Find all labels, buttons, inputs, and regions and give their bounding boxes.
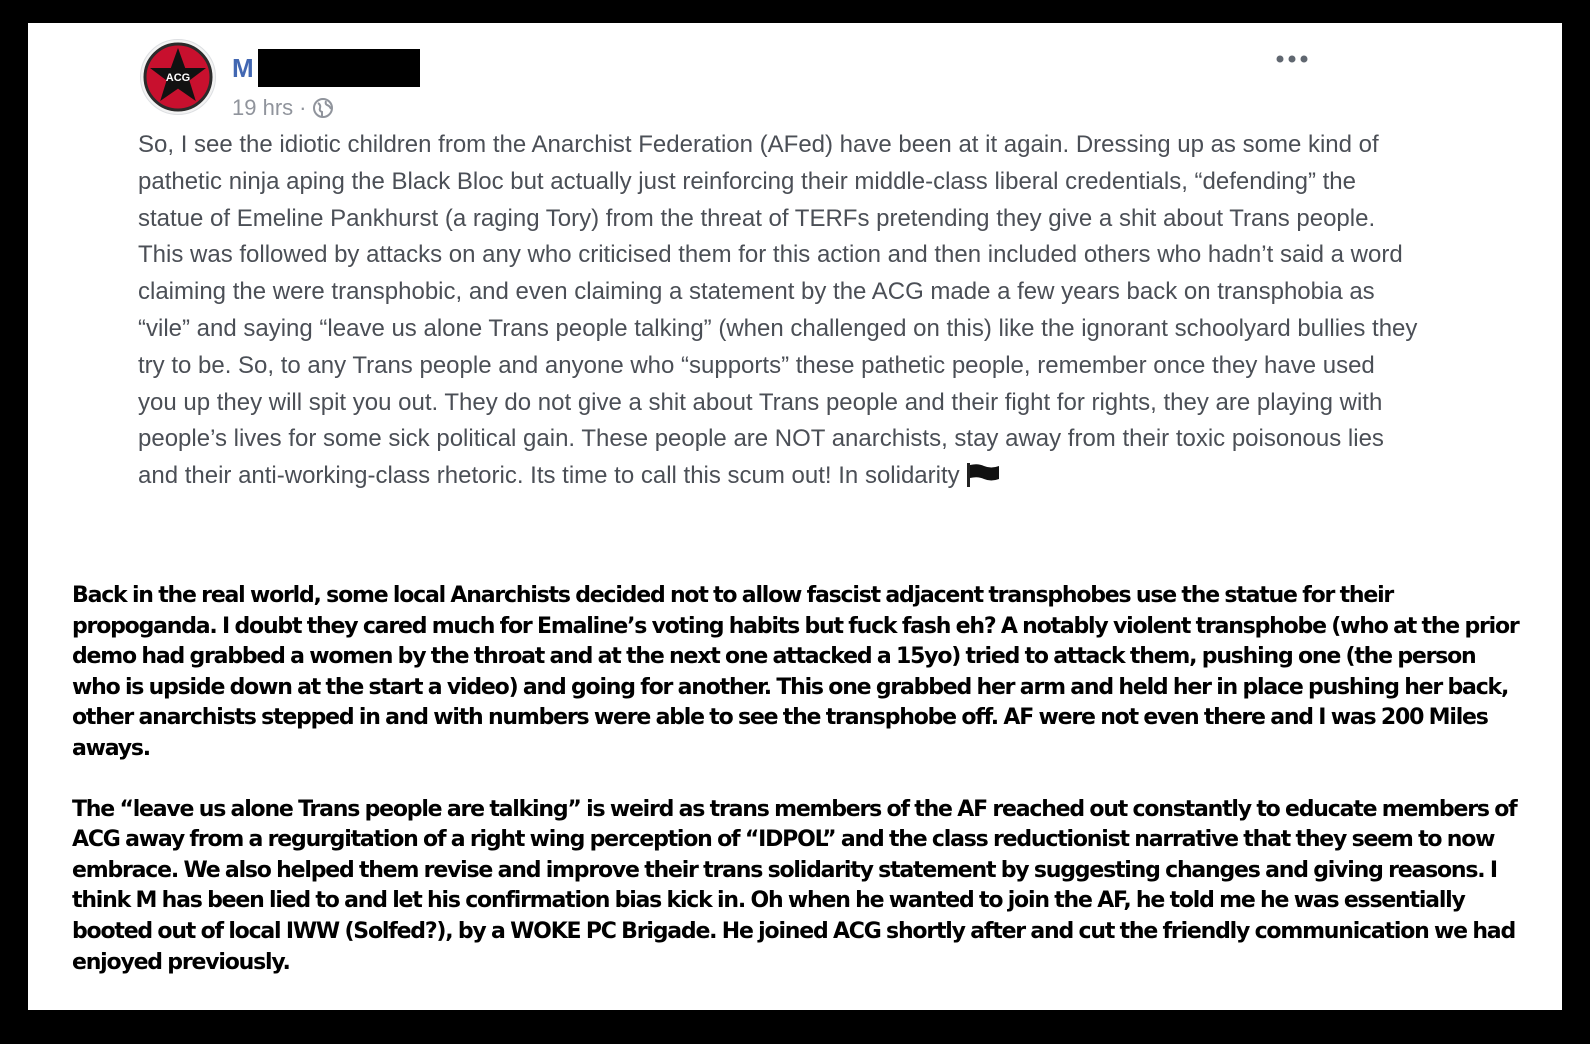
- commentary: [72, 581, 1522, 978]
- redaction-bar: [258, 49, 420, 87]
- screenshot-card: [28, 23, 1562, 1010]
- more-options-icon[interactable]: [1272, 49, 1312, 69]
- commentary-paragraph-1: Back in the real world, some local Anarchists decided not to allow fascist adjacent transphobes use the statue for their propoganda. I doubt they cared much for Emaline’s voting habits but fuck fash eh? A notably violent transphobe (who at the prior demo had grabbed a women by the throat and at the next one attacked a 15yo) tried to attack them, pushing one (the person who is upside down at the start a video) and going for another. This one grabbed her arm and held her in place pushing her back, other anarchists stepped in and with numbers were able to see the transphobe off. AF were not even there and I was 200 Miles aways.: [72, 583, 1519, 761]
- author-name[interactable]: M: [232, 53, 254, 83]
- timestamp[interactable]: 19 hrs: [232, 95, 294, 120]
- globe-icon[interactable]: [312, 97, 334, 119]
- post-header: [140, 39, 1440, 119]
- acg-logo-icon: [141, 40, 215, 114]
- post-body: [138, 127, 1418, 495]
- avatar[interactable]: [140, 39, 216, 115]
- avatar-logo-text: ACG: [165, 72, 191, 84]
- black-flag-icon: [966, 463, 1000, 487]
- post-body-text: So, I see the idiotic children from the Anarchist Federation (AFed) have been at it again. Dressing up as some kind of pathetic ninja aping the Black Bloc but actually just reinforcing their middle-class liberal credentials, “defending” the statue of Emeline Pankhurst (a raging Tory) from the threat of TERFs pretending they give a shit about Trans people. This was followed by attacks on any who criticised them for this action and then included others who hadn’t said a word claiming the were transphobic, and even claiming a statement by the ACG made a few years back on transphobia as “vile” and saying “leave us alone Trans people talking” (when challenged on this) like the ignorant schoolyard bullies they try to be. So, to any Trans people and anyone who “supports” these pathetic people, remember once they have used you up they will spit you out. They do not give a shit about Trans people and their fight for rights, they are playing with people’s lives for some sick political gain. These people are NOT anarchists, stay away from their toxic poisonous lies and their anti-working-class rhetoric. Its time to call this scum out! In solidarity: [138, 131, 1418, 490]
- meta-separator: ·: [299, 95, 307, 120]
- commentary-paragraph-2: The “leave us alone Trans people are talking” is weird as trans members of the AF reached out constantly to educate members of ACG away from a regurgitation of a right wing perception of “IDPOL” and the class reductionist narrative that they seem to now embrace. We also helped them revise and improve their trans solidarity statement by suggesting changes and giving reasons. I think M has been lied to and let his confirmation bias kick in. Oh when he wanted to join the AF, he told me he was essentially booted out of local IWW (Solfed?), by a WOKE PC Brigade. He joined ACG shortly after and cut the friendly communication we had enjoyed previously.: [72, 796, 1517, 975]
- post-meta: [232, 95, 334, 121]
